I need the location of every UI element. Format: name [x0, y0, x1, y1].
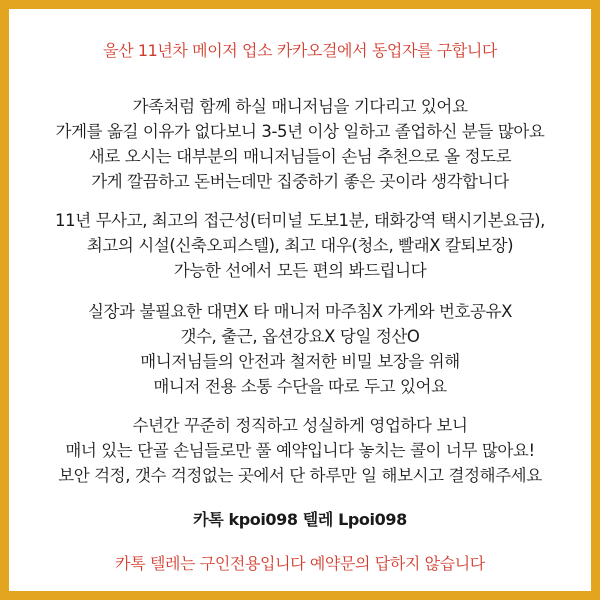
paragraph-1-line-4: 가게 깔끔하고 돈버는데만 집중하기 좋은 곳이라 생각합니다 [91, 172, 509, 191]
contact-info: 카톡 kpoi098 텔레 Lpoi098 [193, 510, 407, 529]
paragraph-2-line-2: 최고의 시설(신축오피스텔), 최고 대우(청소, 빨래X 칼퇴보장) [86, 236, 514, 255]
paragraph-3-line-1: 실장과 불필요한 대면X 타 매니저 마주침X 가게와 번호공유X [87, 302, 513, 321]
paragraph-1-line-3: 새로 오시는 대부분의 매니저님들이 손님 추천으로 올 정도로 [88, 147, 512, 166]
paragraph-4-line-1: 수년간 꾸준히 정직하고 성실하게 영업하다 보니 [132, 416, 468, 435]
paragraph-1-line-2: 가게를 옮길 이유가 없다보니 3-5년 이상 일하고 졸업하신 분들 많아요 [55, 122, 545, 141]
paragraph-4-line-2: 매너 있는 단골 손님들로만 풀 예약입니다 놓치는 콜이 너무 많아요! [65, 441, 535, 460]
paragraph-3-line-3: 매니저님들의 안전과 철저한 비밀 보장을 위해 [140, 352, 460, 371]
paragraph-4-line-3: 보안 걱정, 갯수 걱정없는 곳에서 단 하루만 일 해보시고 결정해주세요 [58, 466, 542, 485]
paragraph-1-line-1: 가족처럼 함께 하실 매니저님을 기다리고 있어요 [132, 97, 468, 116]
paragraph-3-line-4: 매니저 전용 소통 수단을 따로 두고 있어요 [153, 377, 447, 396]
recruitment-notice-card [18, 18, 582, 582]
headline: 울산 11년차 메이저 업소 카카오걸에서 동업자를 구합니다 [103, 41, 497, 60]
notice-text: 카톡 텔레는 구인전용입니다 예약문의 답하지 않습니다 [115, 554, 485, 573]
paragraph-3-line-2: 갯수, 출근, 옵션강요X 당일 정산O [180, 327, 420, 346]
paragraph-2-line-3: 가능한 선에서 모든 편의 봐드립니다 [173, 261, 427, 280]
paragraph-2-line-1: 11년 무사고, 최고의 접근성(터미널 도보1분, 태화강역 택시기본요금), [55, 211, 545, 230]
